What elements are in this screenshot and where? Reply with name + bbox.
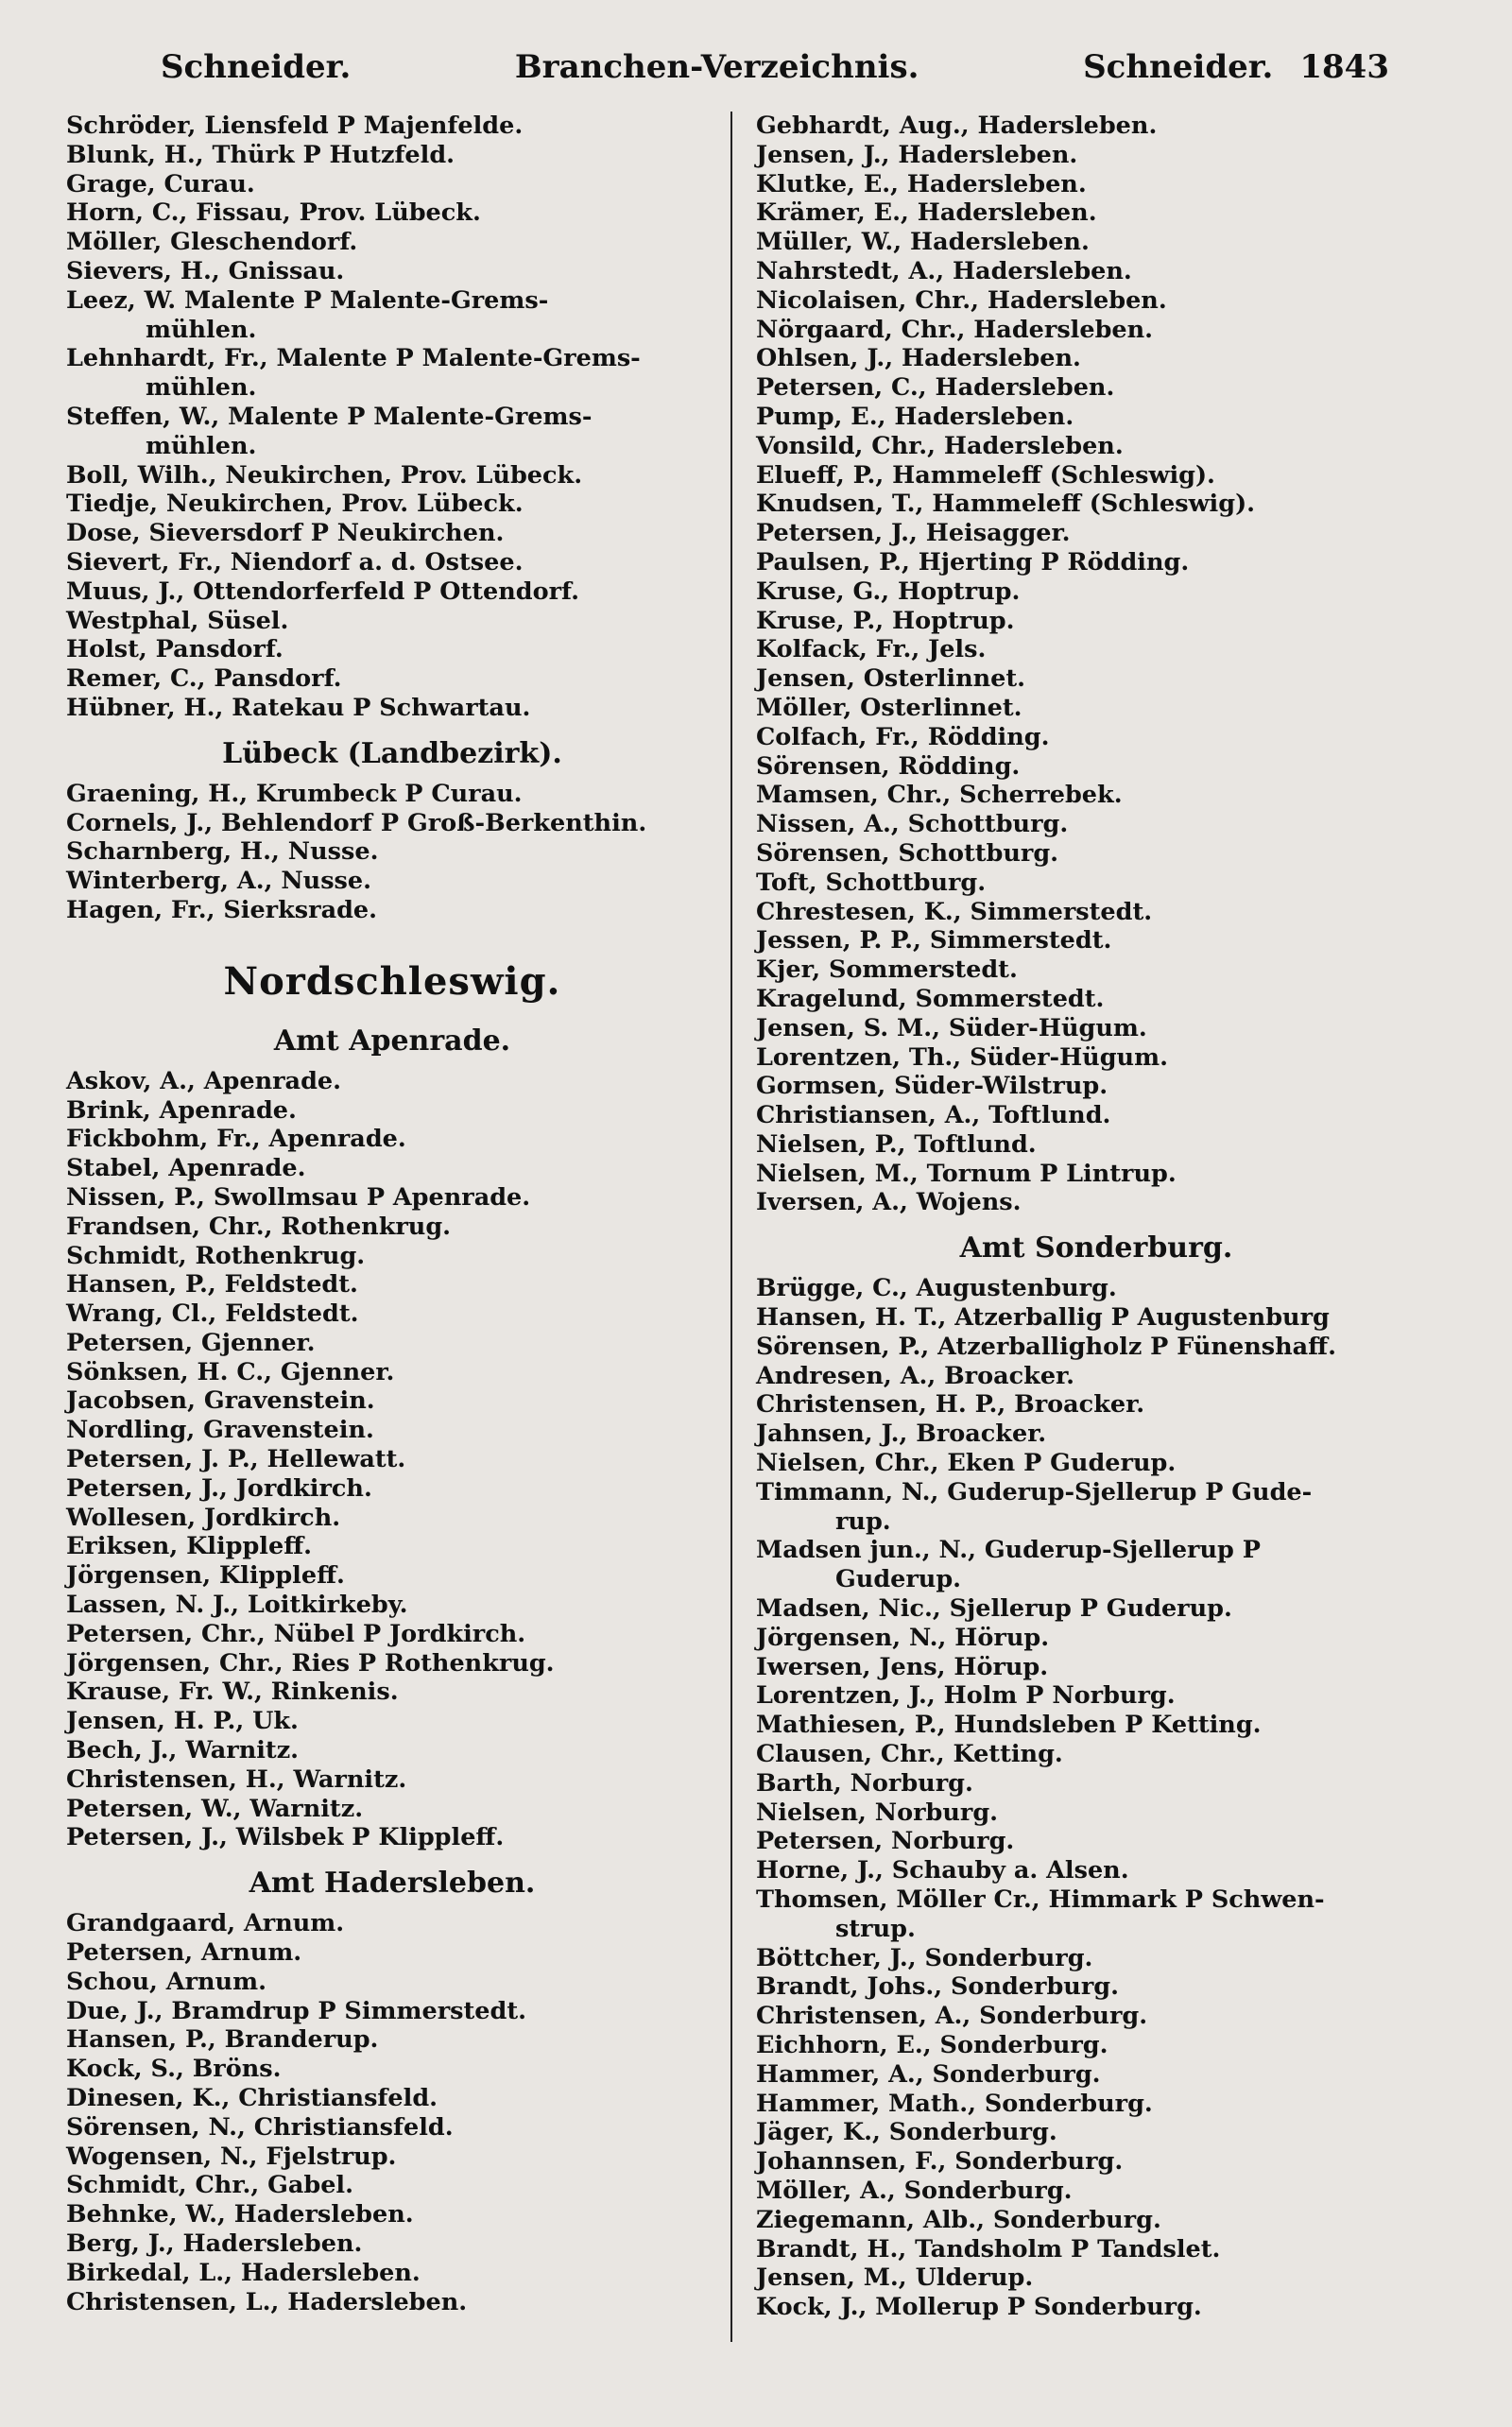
directory-entry: Lorentzen, Th., Süder-Hügum.: [756, 1042, 1168, 1072]
right-column: [756, 112, 1436, 2322]
directory-entry: Petersen, Arnum.: [66, 1938, 302, 1968]
directory-entry: Boll, Wilh., Neukirchen, Prov. Lübeck.: [66, 460, 583, 490]
directory-entry: Berg, J., Hadersleben.: [66, 2229, 363, 2258]
directory-entry: Askov, A., Apenrade.: [66, 1066, 341, 1095]
directory-entry: Kock, J., Mollerup P Sonderburg.: [756, 2293, 1202, 2322]
directory-entry: Sörensen, Rödding.: [756, 751, 1021, 781]
directory-entry: Johannsen, F., Sonderburg.: [756, 2147, 1124, 2177]
directory-entry: Jörgensen, Chr., Ries P Rothenkrug.: [66, 1648, 555, 1678]
entry-continuation: mühlen.: [146, 315, 257, 344]
directory-entry: Steffen, W., Malente P Malente-Grems-: [66, 402, 593, 431]
page-header: [161, 43, 1389, 91]
directory-entry: Sievers, H., Gnissau.: [66, 256, 345, 285]
directory-entry: Petersen, J., Heisagger.: [756, 519, 1071, 548]
directory-entry: Andresen, A., Broacker.: [756, 1361, 1075, 1390]
directory-entry: Blunk, H., Thürk P Hutzfeld.: [66, 140, 455, 169]
directory-entry: Kjer, Sommerstedt.: [756, 955, 1018, 985]
directory-entry: Horn, C., Fissau, Prov. Lübeck.: [66, 198, 481, 228]
directory-entry: Nahrstedt, A., Hadersleben.: [756, 256, 1132, 285]
directory-entry: Gebhardt, Aug., Hadersleben.: [756, 112, 1158, 140]
header-right: [1083, 48, 1389, 86]
directory-entry: Jensen, H. P., Uk.: [66, 1707, 299, 1736]
directory-entry: Stabel, Apenrade.: [66, 1154, 306, 1183]
directory-entry: Möller, Osterlinnet.: [756, 693, 1022, 722]
entry-continuation: mühlen.: [146, 373, 257, 403]
directory-entry: Hammer, Math., Sonderburg.: [756, 2089, 1153, 2118]
directory-entry: Nielsen, Norburg.: [756, 1798, 999, 1827]
directory-entry: Horne, J., Schauby a. Alsen.: [756, 1856, 1129, 1885]
directory-entry: Jensen, M., Ulderup.: [756, 2263, 1034, 2293]
directory-entry: Dose, Sieversdorf P Neukirchen.: [66, 519, 505, 548]
directory-entry: Nielsen, Chr., Eken P Guderup.: [756, 1449, 1177, 1478]
directory-entry: Klutke, E., Hadersleben.: [756, 169, 1087, 198]
directory-entry: Sörensen, P., Atzerballigholz P Fünenshaff.: [756, 1332, 1336, 1361]
directory-entry: Ziegemann, Alb., Sonderburg.: [756, 2205, 1161, 2234]
directory-entry: Fickbohm, Fr., Apenrade.: [66, 1125, 406, 1154]
directory-entry: Hammer, A., Sonderburg.: [756, 2059, 1101, 2089]
directory-entry: Grandgaard, Arnum.: [66, 1909, 345, 1938]
directory-entry: Christensen, A., Sonderburg.: [756, 2002, 1148, 2031]
section-heading: Lübeck (Landbezirk).: [222, 736, 562, 770]
directory-entry: Jörgensen, Klippleff.: [66, 1561, 345, 1591]
directory-entry: Sönksen, H. C., Gjenner.: [66, 1357, 395, 1386]
directory-entry: Brink, Apenrade.: [66, 1095, 297, 1125]
directory-entry: Dinesen, K., Christiansfeld.: [66, 2084, 438, 2113]
section-heading: Amt Hadersleben.: [249, 1867, 536, 1901]
directory-entry: Petersen, W., Warnitz.: [66, 1794, 364, 1823]
directory-entry: Gormsen, Süder-Wilstrup.: [756, 1072, 1108, 1101]
directory-entry: Jensen, J., Hadersleben.: [756, 140, 1078, 169]
section-heading: Amt Apenrade.: [273, 1024, 511, 1058]
directory-entry: Nielsen, P., Toftlund.: [756, 1129, 1037, 1159]
directory-entry: Kragelund, Sommerstedt.: [756, 984, 1105, 1013]
directory-entry: Petersen, Norburg.: [756, 1827, 1015, 1856]
directory-entry: Nissen, P., Swollmsau P Apenrade.: [66, 1182, 531, 1212]
directory-entry: Grage, Curau.: [66, 169, 255, 198]
directory-entry: Hagen, Fr., Sierksrade.: [66, 895, 378, 924]
directory-entry: Timmann, N., Guderup-Sjellerup P Gude-: [756, 1477, 1313, 1506]
directory-entry: Behnke, W., Hadersleben.: [66, 2200, 414, 2229]
directory-entry: Frandsen, Chr., Rothenkrug.: [66, 1212, 452, 1241]
directory-entry: Böttcher, J., Sonderburg.: [756, 1943, 1093, 1972]
directory-entry: Nordling, Gravenstein.: [66, 1416, 374, 1445]
directory-entry: Clausen, Chr., Ketting.: [756, 1740, 1063, 1769]
directory-entry: Schröder, Liensfeld P Majenfelde.: [66, 112, 524, 140]
directory-entry: Kock, S., Bröns.: [66, 2055, 282, 2084]
directory-entry: Iversen, A., Wojens.: [756, 1188, 1022, 1217]
directory-entry: Christensen, H. P., Broacker.: [756, 1390, 1145, 1420]
header-left: Schneider.: [161, 48, 352, 86]
directory-entry: Thomsen, Möller Cr., Himmark P Schwen-: [756, 1885, 1325, 1915]
page-number: 1843: [1299, 48, 1389, 86]
directory-entry: Ohlsen, J., Hadersleben.: [756, 344, 1081, 373]
entry-continuation: strup.: [835, 1914, 916, 1943]
directory-entry: Remer, C., Pansdorf.: [66, 664, 342, 694]
directory-entry: Eichhorn, E., Sonderburg.: [756, 2031, 1108, 2059]
directory-entry: Madsen, Nic., Sjellerup P Guderup.: [756, 1594, 1232, 1624]
directory-entry: Muus, J., Ottendorferfeld P Ottendorf.: [66, 577, 579, 606]
directory-entry: Due, J., Bramdrup P Simmerstedt.: [66, 1996, 526, 2025]
directory-entry: Iwersen, Jens, Hörup.: [756, 1652, 1049, 1681]
directory-entry: Hansen, P., Feldstedt.: [66, 1270, 358, 1300]
directory-entry: Tiedje, Neukirchen, Prov. Lübeck.: [66, 490, 524, 519]
header-center: Branchen-Verzeichnis.: [514, 48, 919, 86]
directory-entry: Scharnberg, H., Nusse.: [66, 837, 379, 867]
directory-entry: Mathiesen, P., Hundsleben P Ketting.: [756, 1711, 1262, 1740]
directory-entry: Krämer, E., Hadersleben.: [756, 198, 1097, 228]
directory-entry: Sievert, Fr., Niendorf a. d. Ostsee.: [66, 547, 524, 577]
directory-entry: Winterberg, A., Nusse.: [66, 867, 372, 896]
directory-entry: Möller, Gleschendorf.: [66, 228, 358, 257]
directory-entry: Christensen, H., Warnitz.: [66, 1764, 407, 1794]
directory-entry: Jörgensen, N., Hörup.: [756, 1623, 1050, 1652]
directory-entry: Mamsen, Chr., Scherrebek.: [756, 781, 1123, 810]
directory-entry: Birkedal, L., Hadersleben.: [66, 2258, 421, 2287]
directory-entry: Brügge, C., Augustenburg.: [756, 1274, 1117, 1303]
directory-entry: Christensen, L., Hadersleben.: [66, 2287, 468, 2316]
directory-entry: Brandt, Johs., Sonderburg.: [756, 1972, 1119, 2002]
directory-entry: Wogensen, N., Fjelstrup.: [66, 2142, 397, 2171]
directory-entry: Lorentzen, J., Holm P Norburg.: [756, 1681, 1176, 1711]
directory-entry: Barth, Norburg.: [756, 1768, 973, 1798]
directory-entry: Jacobsen, Gravenstein.: [66, 1386, 375, 1416]
directory-entry: Knudsen, T., Hammeleff (Schleswig).: [756, 490, 1256, 519]
directory-entry: Sörensen, N., Christiansfeld.: [66, 2112, 454, 2142]
directory-entry: Paulsen, P., Hjerting P Rödding.: [756, 547, 1190, 577]
directory-entry: Jessen, P. P., Simmerstedt.: [756, 926, 1112, 955]
directory-entry: Lehnhardt, Fr., Malente P Malente-Grems-: [66, 344, 641, 373]
directory-entry: Petersen, J. P., Hellewatt.: [66, 1445, 406, 1474]
directory-entry: Pump, E., Hadersleben.: [756, 402, 1074, 431]
directory-entry: Schou, Arnum.: [66, 1967, 266, 1996]
directory-entry: Vonsild, Chr., Hadersleben.: [756, 431, 1124, 460]
directory-entry: Eriksen, Klippleff.: [66, 1532, 313, 1561]
directory-entry: Krause, Fr. W., Rinkenis.: [66, 1678, 399, 1707]
directory-entry: Elueff, P., Hammeleff (Schleswig).: [756, 460, 1215, 490]
directory-entry: Nissen, A., Schottburg.: [756, 810, 1069, 839]
directory-entry: Bech, J., Warnitz.: [66, 1736, 300, 1765]
directory-entry: Schmidt, Rothenkrug.: [66, 1241, 366, 1270]
directory-entry: Colfach, Fr., Rödding.: [756, 722, 1050, 751]
entry-continuation: Guderup.: [835, 1565, 962, 1594]
directory-entry: Jahnsen, J., Broacker.: [756, 1420, 1047, 1449]
column-divider: [730, 112, 732, 2342]
directory-entry: Petersen, C., Hadersleben.: [756, 373, 1115, 403]
directory-entry: Kolfack, Fr., Jels.: [756, 635, 987, 664]
directory-entry: Petersen, Gjenner.: [66, 1328, 316, 1357]
directory-entry: Kruse, G., Hoptrup.: [756, 577, 1021, 606]
directory-entry: Petersen, J., Wilsbek P Klippleff.: [66, 1823, 505, 1852]
directory-entry: Müller, W., Hadersleben.: [756, 228, 1090, 257]
directory-entry: Chrestesen, K., Simmerstedt.: [756, 897, 1153, 926]
directory-entry: Jensen, Osterlinnet.: [756, 664, 1026, 694]
directory-entry: Hansen, H. T., Atzerballig P Augustenburg: [756, 1303, 1330, 1333]
directory-entry: Christiansen, A., Toftlund.: [756, 1101, 1111, 1130]
directory-entry: Graening, H., Krumbeck P Curau.: [66, 779, 523, 808]
directory-entry: Kruse, P., Hoptrup.: [756, 606, 1015, 635]
directory-entry: Westphal, Süsel.: [66, 606, 289, 635]
directory-entry: Leez, W. Malente P Malente-Grems-: [66, 285, 549, 315]
directory-entry: Brandt, H., Tandsholm P Tandslet.: [756, 2234, 1221, 2263]
entry-continuation: rup.: [835, 1506, 891, 1536]
header-right-word: Schneider.: [1083, 48, 1274, 86]
directory-entry: Toft, Schottburg.: [756, 868, 987, 897]
directory-entry: Nörgaard, Chr., Hadersleben.: [756, 315, 1154, 344]
directory-entry: Hansen, P., Branderup.: [66, 2025, 379, 2055]
directory-entry: Lassen, N. J., Loitkirkeby.: [66, 1591, 408, 1620]
region-heading: Nordschleswig.: [223, 958, 561, 1004]
entry-continuation: mühlen.: [146, 431, 257, 460]
section-heading: Amt Sonderburg.: [959, 1231, 1233, 1265]
directory-entry: Nielsen, M., Tornum P Lintrup.: [756, 1159, 1177, 1188]
directory-entry: Sörensen, Schottburg.: [756, 838, 1059, 868]
directory-entry: Cornels, J., Behlendorf P Groß-Berkenthin.: [66, 808, 647, 837]
directory-entry: Hübner, H., Ratekau P Schwartau.: [66, 693, 531, 722]
directory-entry: Jensen, S. M., Süder-Hügum.: [756, 1013, 1147, 1042]
directory-entry: Jäger, K., Sonderburg.: [756, 2118, 1057, 2147]
left-column: [66, 112, 718, 2316]
directory-entry: Schmidt, Chr., Gabel.: [66, 2171, 353, 2200]
directory-entry: Wrang, Cl., Feldstedt.: [66, 1300, 359, 1329]
directory-entry: Madsen jun., N., Guderup-Sjellerup P: [756, 1536, 1261, 1565]
directory-entry: Holst, Pansdorf.: [66, 635, 284, 664]
directory-entry: Möller, A., Sonderburg.: [756, 2176, 1073, 2205]
directory-entry: Petersen, J., Jordkirch.: [66, 1473, 372, 1503]
directory-entry: Petersen, Chr., Nübel P Jordkirch.: [66, 1619, 526, 1648]
directory-entry: Nicolaisen, Chr., Hadersleben.: [756, 285, 1167, 315]
directory-entry: Wollesen, Jordkirch.: [66, 1503, 341, 1532]
